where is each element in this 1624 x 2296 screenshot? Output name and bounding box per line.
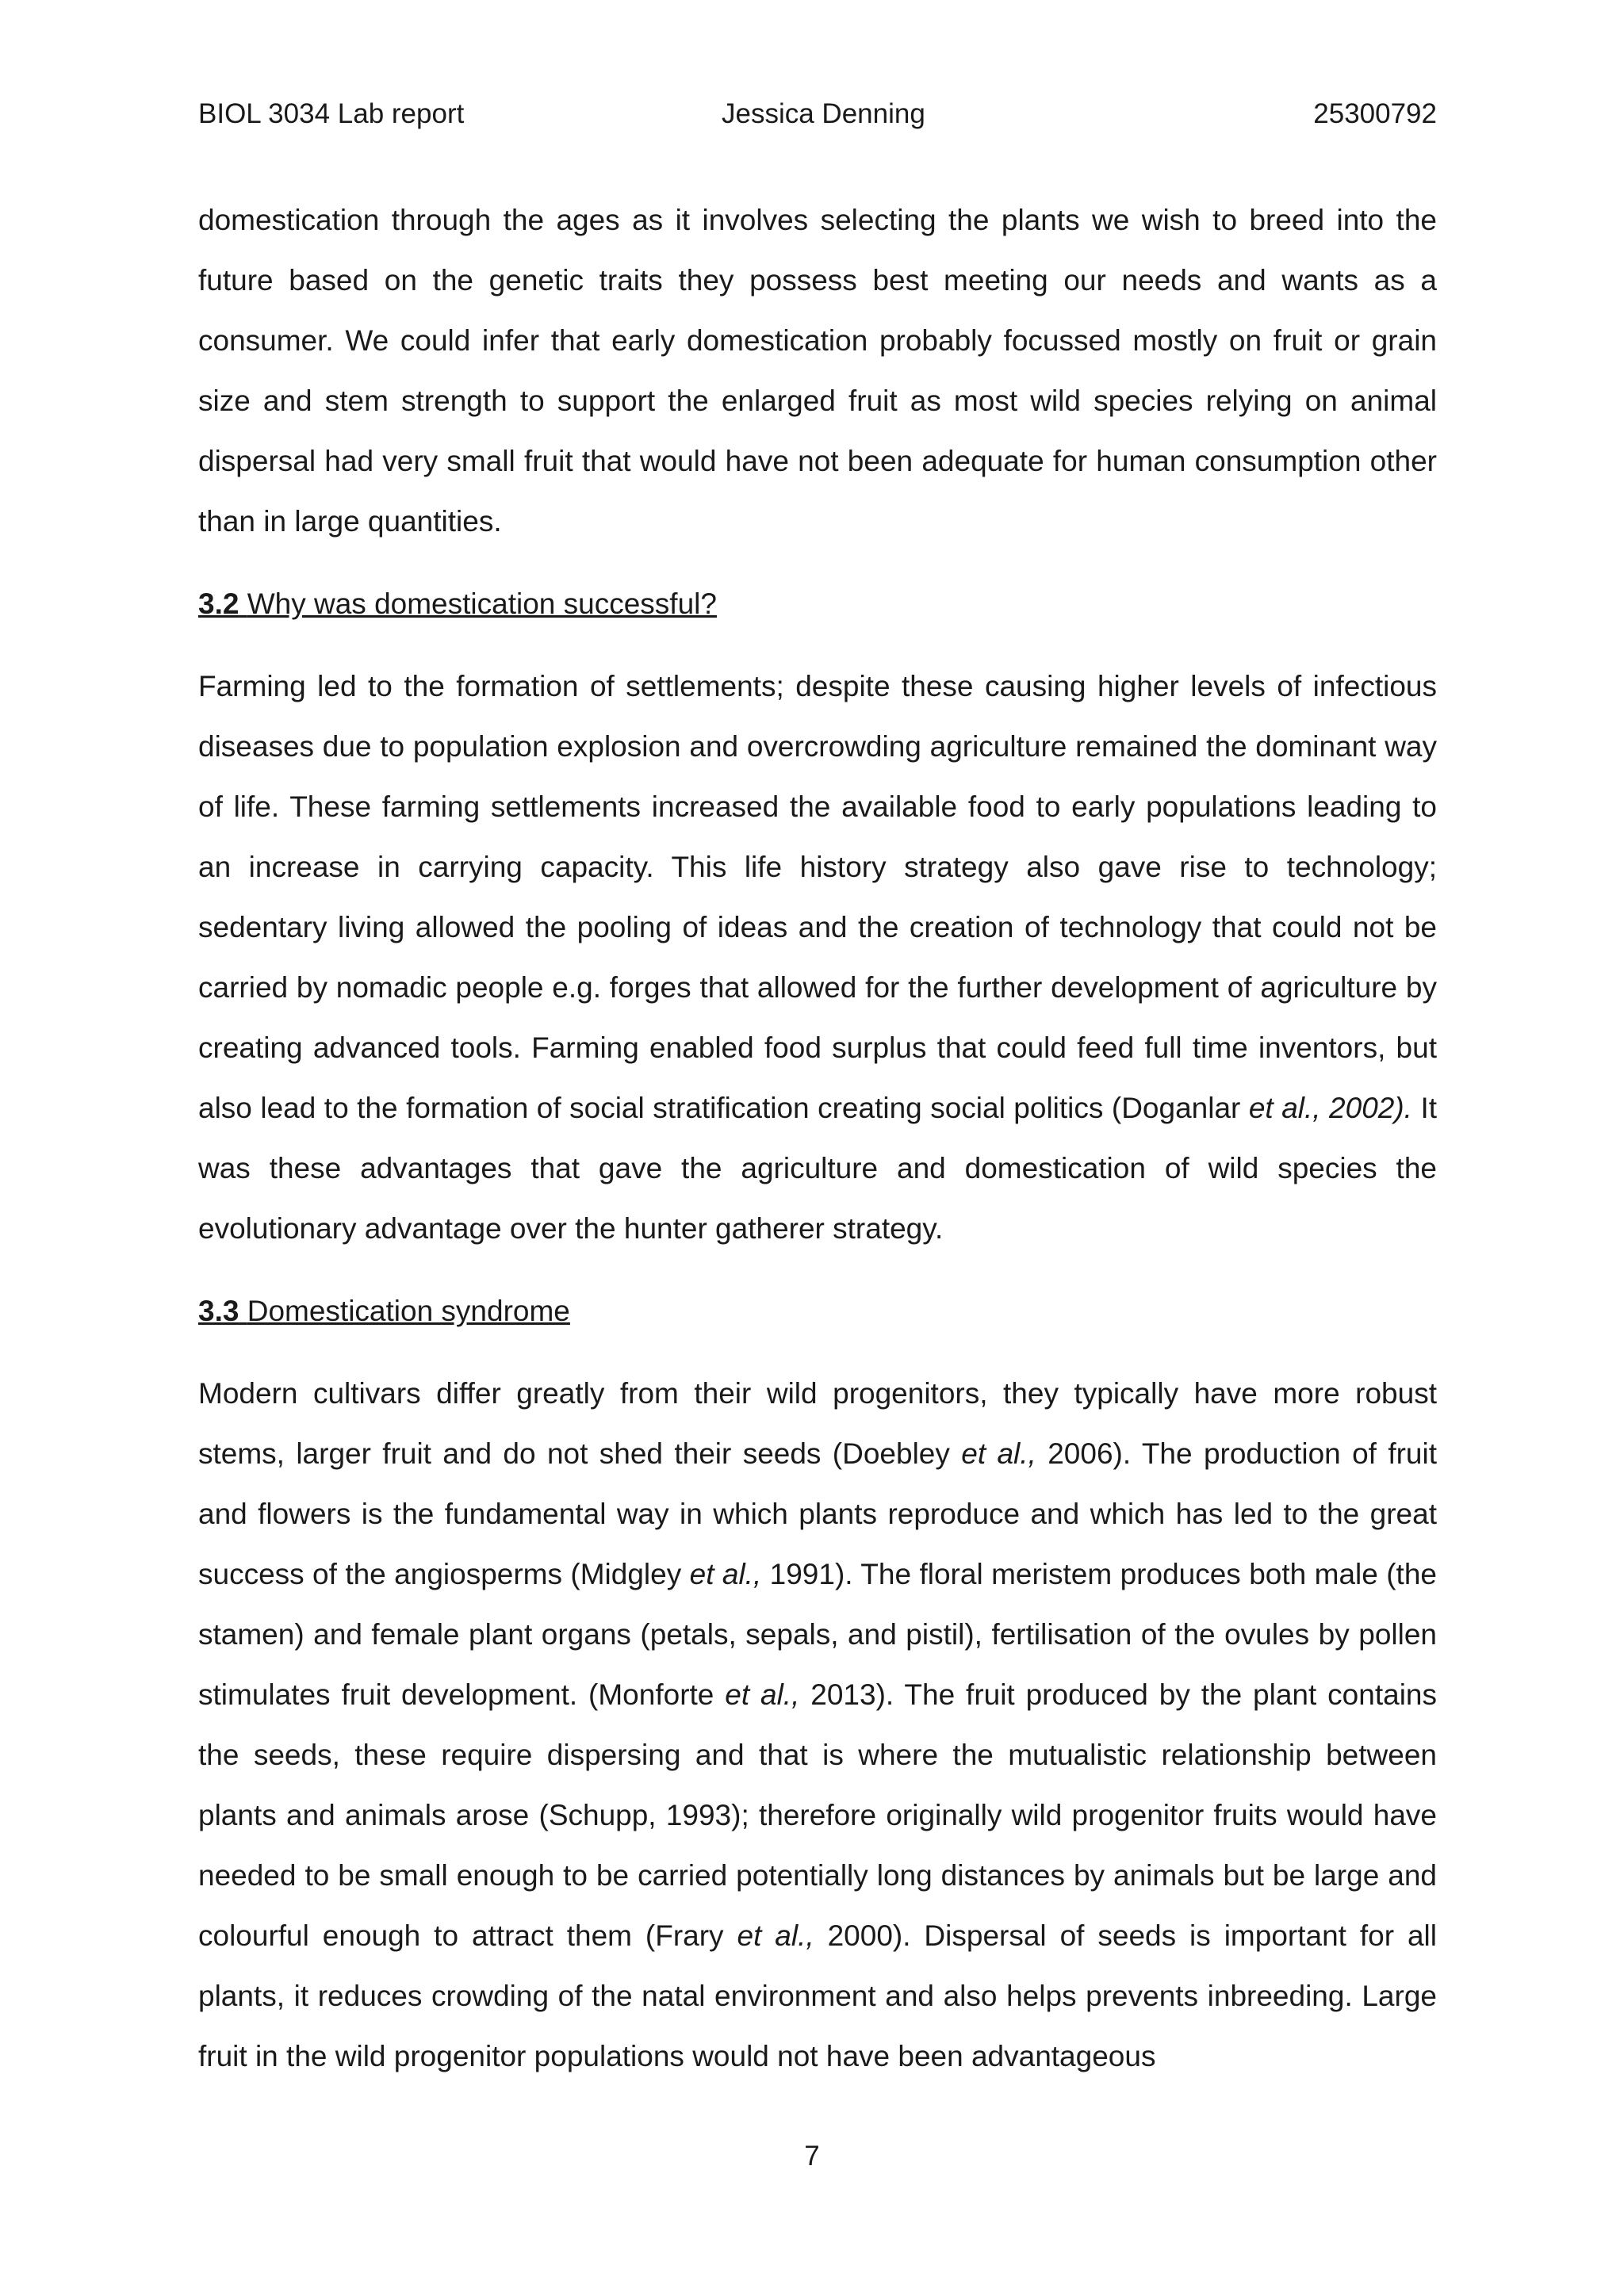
header-student-id: 25300792	[1313, 98, 1437, 129]
section-title: Domestication syndrome	[247, 1295, 570, 1327]
section-heading-3-3	[198, 1281, 1437, 1341]
citation-italic: et al., 2002).	[1248, 1092, 1412, 1124]
citation-italic: et al.,	[737, 1919, 814, 1952]
page-number: 7	[804, 2141, 820, 2172]
text-run: It was these advantages that gave the agriculture and domestication of wild species the evolutionary advantage over the hunter gatherer strategy.	[198, 1092, 1438, 1245]
section-number: 3.3	[198, 1295, 239, 1327]
page-header	[198, 98, 1437, 136]
paragraph-intro: domestication through the ages as it involves selecting the plants we wish to breed into the future based on the genetic traits they possess best meeting our needs and wants as a consumer. We could infer that early domestication probably focussed mostly on fruit or grain size and stem strength to support the enlarged fruit as most wild species relying on animal dispersal had very small fruit that would have not been adequate for human consumption other than in large quantities.	[198, 204, 1437, 538]
text-run: Modern cultivars differ greatly from their wild progenitors, they typically have more robust stems, larger fruit and do not shed their seeds (Doebley	[198, 1377, 1437, 1470]
section-number: 3.2	[198, 587, 239, 620]
citation-italic: et al.,	[725, 1678, 800, 1711]
citation-italic: et al.,	[689, 1558, 762, 1590]
text-run: 2013). The fruit produced by the plant contains the seeds, these require dispersing and that is where the mutualistic relationship between plants and animals arose (Schupp, 1993); therefore originally wild progenitor fruits would have needed to be small enough to be carried potentially long distances by animals but be large and colourful enough to attract them (Frary	[198, 1678, 1437, 1952]
header-course: BIOL 3034 Lab report	[198, 98, 465, 129]
text-run: 2000). Dispersal of seeds is important for all plants, it reduces crowding of the natal environment and also helps prevents inbreeding. Large fruit in the wild progenitor populations would not have been advantageous	[198, 1919, 1437, 2072]
section-title: Why was domestication successful?	[247, 587, 717, 620]
text-run: 1991). The floral meristem produces both male (the stamen) and female plant organs (petals, sepals, and pistil), fertilisation of the ovules by pollen stimulates fruit development. (Monforte	[198, 1558, 1437, 1711]
text-run: 2006). The production of fruit and flowers is the fundamental way in which plants reproduce and which has led to the great success of the angiosperms (Midgley	[198, 1437, 1437, 1590]
document-body	[198, 190, 1437, 2087]
paragraph-domestication-success	[198, 656, 1437, 1259]
citation-italic: et al.,	[961, 1437, 1036, 1470]
paragraph-domestication-syndrome	[198, 1364, 1437, 2087]
header-author: Jessica Denning	[722, 98, 925, 129]
section-heading-3-2	[198, 574, 1437, 634]
text-run: Farming led to the formation of settlements; despite these causing higher levels of infectious diseases due to population explosion and overcrowding agriculture remained the dominant way of life. These farming settlements increased the available food to early populations leading to an increase in carrying capacity. This life history strategy also gave rise to technology; sedentary living allowed the pooling of ideas and the creation of technology that could not be carried by nomadic people e.g. forges that allowed for the further development of agriculture by creating advanced tools. Farming enabled food surplus that could feed full time inventors, but also lead to the formation of social stratification creating social politics (Doganlar	[198, 670, 1437, 1124]
